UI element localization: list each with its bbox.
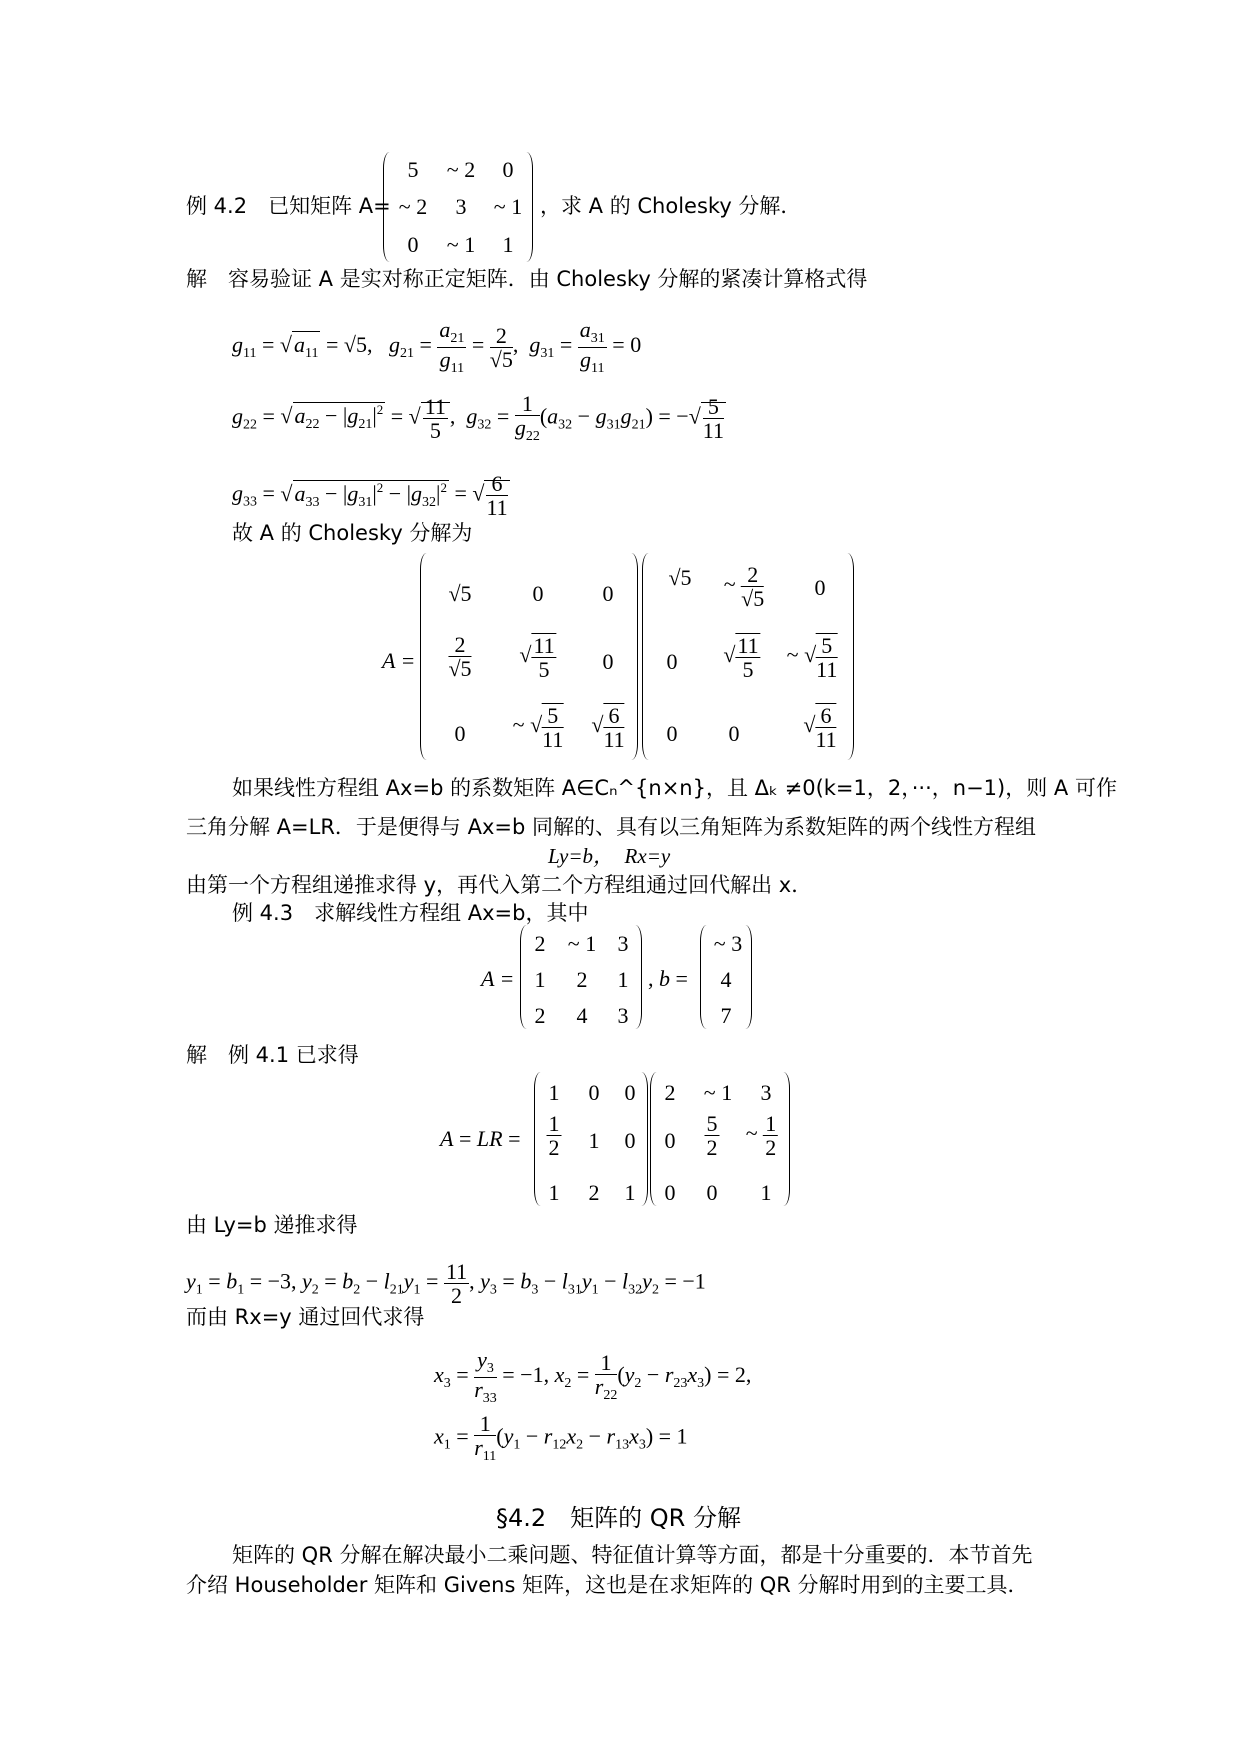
matrix-cell: ~ $\frac{1}{2}$ [745, 1111, 777, 1161]
A-label: A = [382, 648, 416, 673]
equation-y-values: $y_1 = b_1 = -3$, $y_2 = b_2 - l_{21}y_1$ = $\frac{11}{2}$ , $y_3 = b_3 - l_{31}y_1 - l_{32}y_2 = -1$ [186, 1259, 706, 1309]
matrix-A-example-4-2 [383, 152, 533, 262]
matrix-cell: √ $\frac{6}{11}$ [803, 703, 837, 753]
b-label: , b = [648, 966, 688, 991]
matrix-cell: 2 [588, 1180, 600, 1205]
matrix-cell: 3 [617, 931, 629, 956]
matrix-cell: 1 [534, 967, 546, 992]
vector-cell: ~ 3 [713, 931, 743, 956]
paragraph-line-1: 如果线性方程组 Ax=b 的系数矩阵 A∈Cₙ^{n×n}，且 Δₖ ≠0(k=1，2，···，n−1)，则 A 可作 [232, 776, 1117, 800]
matrix-cell: 4 [576, 1003, 588, 1028]
matrix-cell: ~ 1 [493, 194, 523, 219]
A-label-example-4-3: A = [481, 966, 515, 991]
equation-g33-line: $g_{33} = √a_{33} - |g_{31}|^2 - |g_{32}|^2$ = √ $\frac{6}{11}$ [232, 471, 508, 521]
example-4-3-intro: 例 4.3 求解线性方程组 Ax=b，其中 [232, 901, 589, 925]
matrix-cell: √ $\frac{11}{5}$ [519, 633, 555, 683]
matrix-cell: 0 [588, 1080, 600, 1105]
matrix-cell: √ $\frac{6}{11}$ [591, 703, 625, 753]
matrix-cell: 0 [407, 232, 419, 257]
matrix-cell: ~ √ $\frac{5}{11}$ [512, 703, 564, 753]
matrix-R-example-4-3 [650, 1072, 790, 1206]
matrix-cell: 0 [602, 649, 614, 674]
matrix-cell: ~ 1 [567, 931, 597, 956]
section-paragraph-line-2: 介绍 Householder 矩阵和 Givens 矩阵，这也是在求矩阵的 QR 分解时用到的主要工具． [186, 1573, 1029, 1597]
matrix-cell: 2 [534, 1003, 546, 1028]
matrix-cell: 0 [532, 581, 544, 606]
equation-Ly-Rx: Ly=b， Rx=y [548, 844, 671, 868]
matrix-cell: 1 [588, 1128, 600, 1153]
matrix-cell: $\frac{2}{√5}$ [448, 632, 472, 682]
vector-cell: 4 [720, 967, 732, 992]
back-substitution-intro: 而由 Rx=y 通过回代求得 [186, 1305, 425, 1329]
matrix-cell: 2 [576, 967, 588, 992]
equation-g11-line: $g_{11} = √a_{11} = √5$, $g_{21}$ = $\frac{a_{21}}{g_{11}}$ = $\frac{2}{√5}$ , $g_{31}$ = $\frac{a_{31}}{g_{11}}$ = 0 [232, 317, 642, 376]
paragraph-line-4: 由第一个方程组递推求得 y，再代入第二个方程组通过回代解出 x． [186, 873, 813, 897]
matrix-cell: ~ 1 [446, 232, 476, 257]
forward-substitution-intro: 由 Ly=b 递推求得 [186, 1213, 358, 1237]
matrix-cell: $\frac{1}{2}$ [548, 1111, 560, 1161]
matrix-cell: ~ 2 [446, 157, 476, 182]
matrix-L-example-4-3 [534, 1072, 648, 1206]
solution-1-intro: 解 容易验证 A 是实对称正定矩阵．由 Cholesky 分解的紧凑计算格式得 [186, 267, 868, 291]
solution-2-intro: 解 例 4.1 已求得 [186, 1043, 359, 1067]
matrix-cell: 0 [706, 1180, 718, 1205]
matrix-cell: 0 [602, 581, 614, 606]
matrix-cell: √ $\frac{11}{5}$ [723, 633, 759, 683]
equation-x1: $x_1$ = $\frac{1}{r_{11}}$ $(y_1 - r_{12}x_2 - r_{13}x_3) = 1$ [434, 1411, 688, 1465]
matrix-cell: 0 [814, 575, 826, 600]
paragraph-line-2: 三角分解 A=LR．于是便得与 Ax=b 同解的、具有以三角矩阵为系数矩阵的两个线性方程组 [186, 815, 1036, 839]
matrix-cell: ~ 2 [398, 194, 428, 219]
matrix-cell: √5 [448, 581, 472, 606]
matrix-cell: 1 [617, 967, 629, 992]
matrix-cell: 1 [548, 1180, 560, 1205]
matrix-cell: 0 [666, 721, 678, 746]
section-title: §4.2 矩阵的 QR 分解 [496, 1504, 741, 1532]
matrix-cell: 1 [624, 1180, 636, 1205]
matrix-cell: 0 [728, 721, 740, 746]
matrix-cell: 2 [534, 931, 546, 956]
matrix-cell: 0 [624, 1080, 636, 1105]
matrix-cell: 0 [502, 157, 514, 182]
matrix-cell: ~ 1 [703, 1080, 733, 1105]
matrix-cell: 1 [548, 1080, 560, 1105]
matrix-L-cholesky [420, 553, 638, 760]
decomposition-intro: 故 A 的 Cholesky 分解为 [232, 521, 473, 545]
matrix-cell: $\frac{5}{2}$ [706, 1111, 718, 1161]
matrix-cell: 5 [407, 157, 419, 182]
matrix-cell: 0 [666, 649, 678, 674]
matrix-cell: √5 [668, 565, 692, 590]
A-equals-LR-label: A = LR = [440, 1126, 521, 1151]
example-4-2-intro: 例 4.2 已知矩阵 A= [186, 194, 391, 218]
matrix-cell: 0 [664, 1180, 676, 1205]
matrix-A-example-4-3 [520, 925, 642, 1029]
vector-b [700, 925, 752, 1029]
section-paragraph-line-1: 矩阵的 QR 分解在解决最小二乘问题、特征值计算等方面，都是十分重要的．本节首先 [232, 1543, 1033, 1567]
matrix-cell: 1 [502, 232, 514, 257]
matrix-cell: 0 [624, 1128, 636, 1153]
matrix-cell: 3 [455, 194, 467, 219]
matrix-cell: 3 [760, 1080, 772, 1105]
matrix-R-cholesky [642, 553, 854, 760]
vector-cell: 7 [720, 1003, 732, 1028]
matrix-cell: 1 [760, 1180, 772, 1205]
matrix-cell: 0 [664, 1128, 676, 1153]
matrix-cell: 3 [617, 1003, 629, 1028]
matrix-cell: 2 [664, 1080, 676, 1105]
matrix-cell: ~ √ $\frac{5}{11}$ [786, 633, 838, 683]
equation-g22-line: $g_{22} = √a_{22} - |g_{21}|^2$ = √ $\frac{11}{5}$ , $g_{32}$ = $\frac{1}{g_{22}}$ $(a_{32} - g_{31}g_{21})$ = −√ $\frac{5}{11}$ [232, 391, 724, 445]
matrix-cell: ~ $\frac{2}{√5}$ [723, 562, 765, 612]
matrix-cell: 0 [454, 721, 466, 746]
example-4-2-ask: ，求 A 的 Cholesky 分解． [540, 194, 802, 218]
equation-x3-x2: $x_3$ = $\frac{y_3}{r_{33}}$ = −1, $x_2$ = $\frac{1}{r_{22}}$ $(y_2 - r_{23}x_3) = 2$, [434, 1347, 752, 1406]
